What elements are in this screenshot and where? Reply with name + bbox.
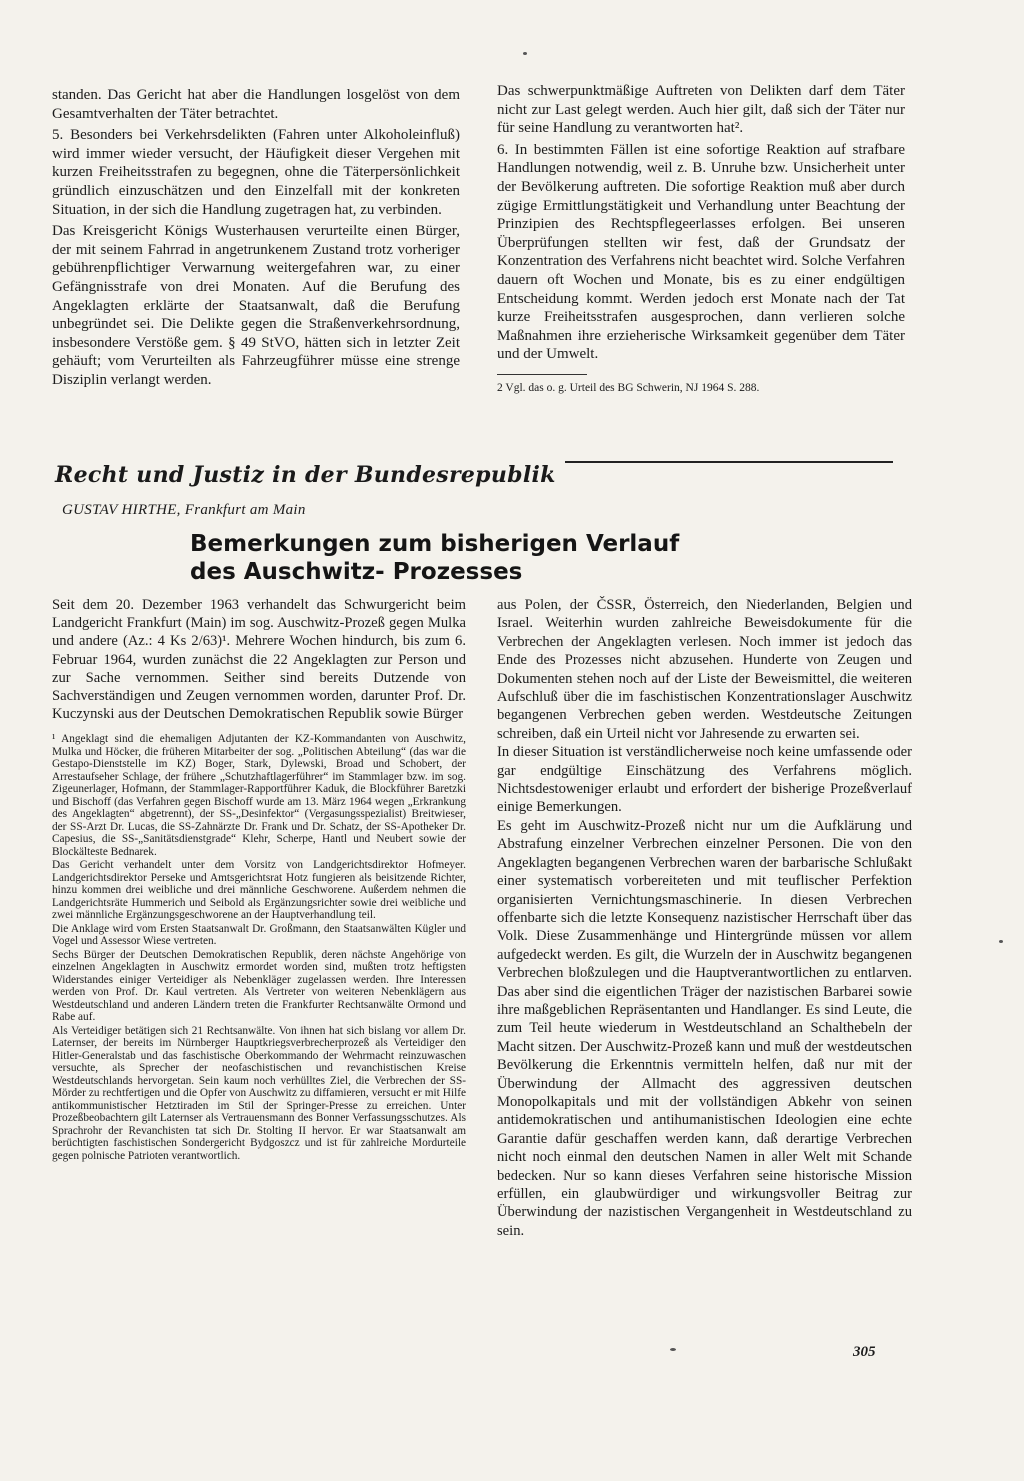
section-divider xyxy=(565,461,893,463)
footnote: Als Verteidiger betätigen sich 21 Rechtsanwälte. Von ihnen hat sich bislang vor allem Dr. Laternser, der bereits im Nürnberger Hauptkriegsverbrecherprozeß als Verteidiger den Hitler-Generalstab und das faschistische Oberkommando der Wehrmacht reinzuwaschen versuchte, als Sprecher der neofaschistischen und revanchistischen Kreise Westdeutschlands hervorgetan. Sein kaum noch verhülltes Ziel, die Verbrechen der SS-Mörder zu rechtfertigen und die Opfer von Auschwitz zu diffamieren, versucht er mit Hilfe antikommunistischer Hetztiraden im Stil der Springer-Presse zu erreichen. Unter Prozeßbeobachtern gilt Laternser als Vertrauensmann des Bonner Verfassungsschutzes. Als Sprachrohr der Revanchisten tat sich Dr. Stolting II hervor. Er war Staatsanwalt am berüchtigten faschistischen Sondergericht Bydgoszcz und ist für zahlreiche Mordurteile gegen polnische Patrioten verantwortlich. xyxy=(52,1024,466,1162)
footnote-divider xyxy=(497,374,587,375)
paragraph: 6. In bestimmten Fällen ist eine sofortige Reaktion auf strafbare Handlungen notwendig, weil z. B. Unruhe bzw. Unsicherheit unter der Bevölkerung auftreten. Die sofortige Reaktion muß aber durch zügige Ermittlungstätigkeit und Verhandlung unter Beachtung der Prinzipien des Rechtspflegeerlasses erfolgen. Bei unseren Überprüfungen stellten wir fest, daß der Grundsatz der Konzentration des Verfahrens nicht beachtet wird. Solche Verfahren dauern oft Wochen und Monate, bis es zu einer endgültigen Entscheidung kommt. Werden jedoch erst Monate nach der Tat kurze Freiheitsstrafen ausgesprochen, dann verlieren solche Maßnahmen ihre erzieherische Wirksamkeit gegenüber dem Täter und der Umwelt. xyxy=(497,141,905,363)
print-speck xyxy=(670,1348,676,1351)
article-left-column xyxy=(52,596,466,1162)
paragraph: Das Kreisgericht Königs Wusterhausen verurteilte einen Bürger, der mit seinem Fahrrad in angetrunkenem Zustand trotz vorheriger gebührenpflichtiger Verwarnung weitergefahren war, zu einer Gefängnisstrafe von drei Monaten. Auf die Berufung des Angeklagten erklärte der Staatsanwalt, daß die Berufung unbegründet sei. Die Delikte gegen die Straßenverkehrsordnung, insbesondere Verstöße gem. § 49 StVO, hätten sich in letzter Zeit gehäuft; vom Verurteilten als Fahrzeugführer müsse eine strenge Disziplin verlangt werden. xyxy=(52,223,460,388)
footnote: 2 Vgl. das o. g. Urteil des BG Schwerin, NJ 1964 S. 288. xyxy=(497,381,760,394)
paragraph: Es geht im Auschwitz-Prozeß nicht nur um die Aufklärung und Abstrafung einzelner Verbrechen einzelner Personen. Die von den Angeklagten begangenen Verbrechen waren der barbarische Schlußakt einer systematisch vorbereiteten und mit teuflischer Perfektion organisierten Vernichtungsmaschinerie. In diesen Verbrechen offenbarte sich die letzte Konsequenz nazistischer Herrschaft über das Volk. Diese Zusammenhänge und Hintergründe müssen vor allem aufgedeckt werden. Es gilt, die Wurzeln der in Auschwitz begangenen Verbrechen bloßzulegen und die Hauptverantwortlichen zu entlarven. Das aber sind die eigentlichen Träger der nazistischen Barbarei sowie ihre maßgeblichen Repräsentanten und Handlanger. Es sind Leute, die zum Teil heute wiederum in Westdeutschland an Schalthebeln der Macht sitzen. Der Auschwitz-Prozeß kann und muß der westdeutschen Bevölkerung die Erkenntnis vermitteln helfen, daß nur mit der Überwindung der Allmacht des aggressiven deutschen Monopolkapitals und mit der vollständigen Abkehr von seinen antidemokratischen und antihumanistischen Ideologien eine echte Garantie dafür geschaffen werden kann, daß derartige Verbrechen nicht noch einmal den deutschen Namen in aller Welt mit Schande bedecken. Nur so kann dieses Verfahren seine historische Mission erfüllen, ein glaubwürdiger und wirkungsvoller Beitrag zur Überwindung der nazistischen Vergangenheit in Westdeutschland zu sein. xyxy=(497,817,912,1239)
author-line: GUSTAV HIRTHE, Frankfurt am Main xyxy=(62,502,306,518)
print-speck xyxy=(999,940,1003,943)
article-title: Bemerkungen zum bisherigen Verlauf des Auschwitz- Prozesses xyxy=(190,531,680,585)
paragraph: Das schwerpunktmäßige Auftreten von Delikten darf dem Täter nicht zur Last gelegt werden. Auch hier gilt, daß sich der Täter nur für seine Handlung zu verantworten hat². xyxy=(497,83,905,137)
footnote: ¹ Angeklagt sind die ehemaligen Adjutanten der KZ-Kommandanten von Auschwitz, Mulka und Höcker, die früheren Mitarbeiter der sog. „Politischen Abteilung“ (das war die Gestapo-Dienststelle im KZ) Boger, Stark, Dylewski, Broad und Schobert, der Arrestaufseher Schlage, der frühere „Schutzhaftlagerführer“ im Stammlager bzw. im sog. Zigeunerlager, Hofmann, der Stammlager-Rapportführer Kaduk, die Blockführer Baretzki und Bischoff (das Verfahren gegen Bischoff wurde am 13. März 1964 wegen „Erkrankung des Angeklagten“ abgetrennt), der SS-„Desinfektor“ (Vergasungsspezialist) Breitwieser, der SS-Arzt Dr. Lucas, die SS-Zahnärzte Dr. Frank und Dr. Schatz, der SS-Apotheker Dr. Capesius, die SS-„Sanitätsdienstgrade“ Klehr, Scherpe, Hantl und Neubert sowie der Blockälteste Bednarek. xyxy=(52,733,466,858)
paragraph: standen. Das Gericht hat aber die Handlungen losgelöst von dem Gesamtverhalten der Täter betrachtet. xyxy=(52,87,460,122)
page-number: 305 xyxy=(853,1344,876,1360)
paragraph: 5. Besonders bei Verkehrsdelikten (Fahren unter Alkoholeinfluß) wird immer wieder versucht, der Häufigkeit dieser Vergehen mit kurzen Freiheitsstrafen zu begegnen, ohne die Täterpersönlichkeit gründlich einzuschätzen und den Einzelfall mit der konkreten Situation, in der sich die Handlung zugetragen hat, zu verbinden. xyxy=(52,127,460,218)
footnote: Sechs Bürger der Deutschen Demokratischen Republik, deren nächste Angehörige von einzelnen Angeklagten in Auschwitz ermordet worden sind, mußten trotz heftigsten Widerstandes einiger Verteidiger als Nebenkläger zugelassen werden. Ihre Interessen werden von Prof. Dr. Kaul vertreten. Als Vertreter von weiteren Nebenklägern aus Westdeutschland und anderen Ländern treten die Frankfurter Rechtsanwälte Ormond und Rabe auf. xyxy=(52,948,466,1024)
article-right-column xyxy=(497,596,912,1240)
section-header: Recht und Justiz in der Bundesrepublik xyxy=(55,462,556,488)
paragraph: Seit dem 20. Dezember 1963 verhandelt das Schwurgericht beim Landgericht Frankfurt (Main) im sog. Auschwitz-Prozeß gegen Mulka und andere (Az.: 4 Ks 2/63)¹. Mehrere Wochen hindurch, bis zum 6. Februar 1964, wurden zunächst die 22 Angeklagten zur Person und zur Sache vernommen. Seither sind bereits Dutzende von Sachverständigen und Zeugen vernommen worden, darunter Prof. Dr. Kuczynski aus der Deutschen Demokratischen Republik sowie Bürger xyxy=(52,597,466,723)
print-speck xyxy=(523,52,527,55)
footnote: Das Gericht verhandelt unter dem Vorsitz von Landgerichtsdirektor Hofmeyer. Landgerichtsdirektor Perseke und Amtsgerichtsrat Hotz fungieren als beisitzende Richter, hinzu kommen drei weibliche und drei männliche Geschworene. Außerdem nehmen die Landgerichtsräte Hummerich und Seibold als Ergänzungsrichter sowie drei weibliche und zwei männliche Ergänzungsgeschworene an der Hauptverhandlung teil. xyxy=(52,859,466,922)
top-right-column xyxy=(497,82,905,395)
top-left-column xyxy=(52,86,460,390)
paragraph: aus Polen, der ČSSR, Österreich, den Niederlanden, Belgien und Israel. Weiterhin wurden zahlreiche Beweisdokumente für die Verbrechen der Angeklagten verlesen. Noch immer ist jedoch das Ende des Prozesses nicht abzusehen. Hunderte von Zeugen und Dokumenten stehen noch auf der Liste der Beweismittel, die weiteren Aufschluß über die im faschistischen Konzentrationslager Auschwitz begangenen Verbrechen geben werden. Westdeutsche Zeitungen schreiben, daß ein Urteil nicht vor Jahresende zu erwarten sei. xyxy=(497,597,912,742)
paragraph: In dieser Situation ist verständlicherweise noch keine umfassende oder gar endgültige Einschätzung des Verfahrens möglich. Nichtsdestoweniger erlaubt und erfordert der bisherige Prozeßverlauf einige Bemerkungen. xyxy=(497,744,912,816)
footnote: Die Anklage wird vom Ersten Staatsanwalt Dr. Großmann, den Staatsanwälten Kügler und Vogel und Assessor Wiese vertreten. xyxy=(52,922,466,948)
